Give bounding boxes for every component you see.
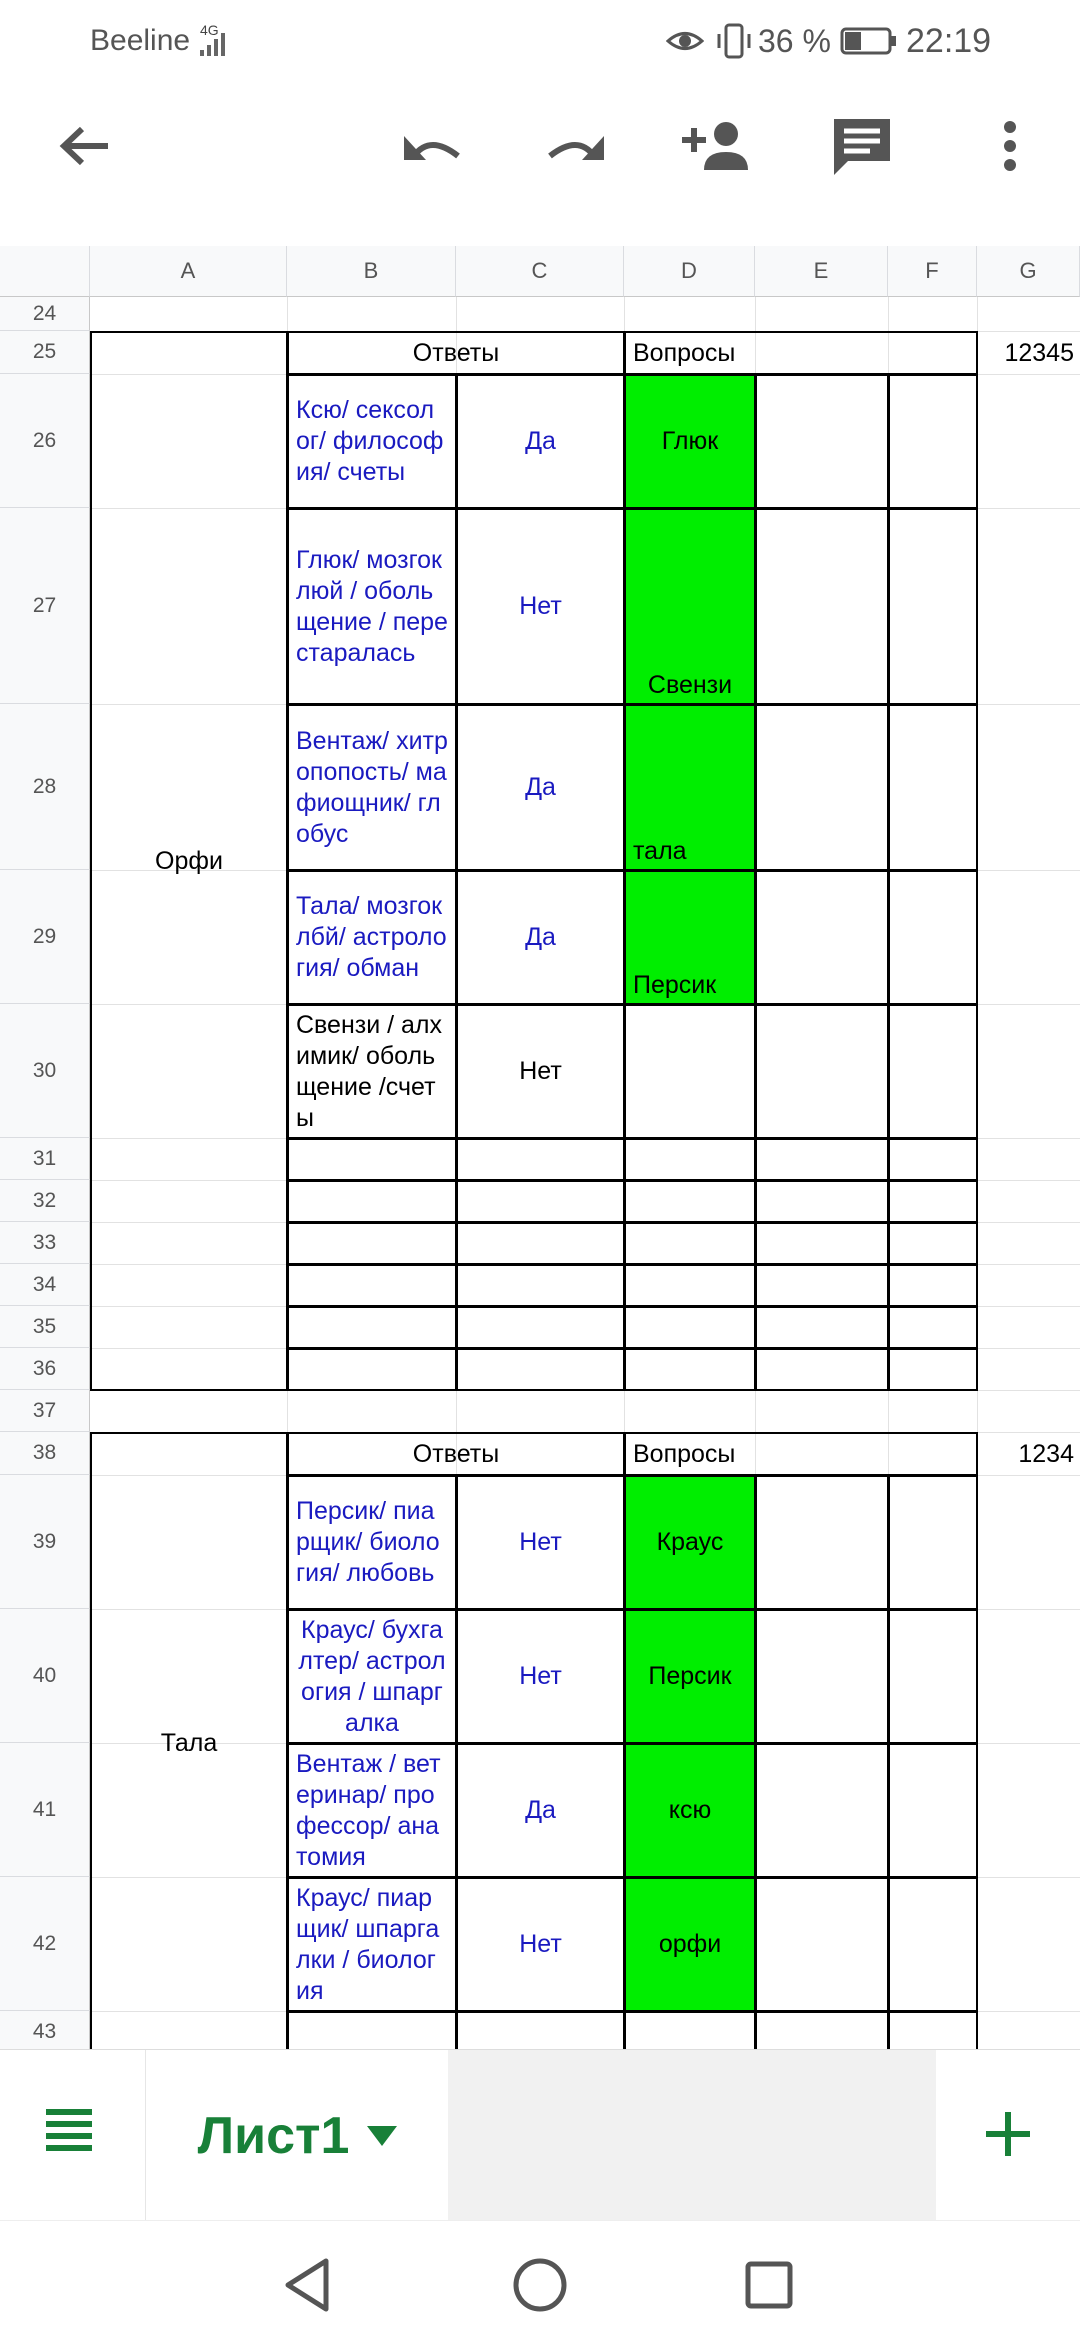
cell-b-block2-3[interactable] xyxy=(287,1877,457,2012)
empty-cell-block1[interactable] xyxy=(888,1264,978,1307)
empty-cell-block1[interactable] xyxy=(287,1264,457,1307)
block1-answers-header[interactable] xyxy=(287,331,625,375)
dropdown-triangle-icon[interactable] xyxy=(367,2126,397,2146)
row-header-35[interactable]: 35 xyxy=(0,1306,90,1348)
undo-icon[interactable] xyxy=(393,110,473,182)
redo-icon[interactable] xyxy=(535,110,615,182)
empty-cell-block1[interactable] xyxy=(624,1222,756,1265)
cell-d-block1-0[interactable] xyxy=(624,374,756,509)
cell-b-block2-1[interactable] xyxy=(287,1609,457,1744)
row-header-42[interactable]: 42 xyxy=(0,1877,90,2011)
cell-e-block1-4[interactable] xyxy=(755,1004,889,1139)
cell-c-block2-0[interactable] xyxy=(456,1475,625,1610)
cell-d-block2-3-text: орфи xyxy=(658,1930,722,1958)
cell-b-block1-1-text: Глюк/ мозгоклюй / обольщение / перестаралась xyxy=(296,545,448,667)
cell-b-block1-0-text: Ксю/ сексолог/ философия/ счеты xyxy=(296,396,444,486)
cell-b-block1-4[interactable] xyxy=(287,1004,457,1139)
block1-questions-header-text: Вопросы xyxy=(633,338,736,367)
empty-cell-block1[interactable] xyxy=(888,1222,978,1265)
cell-d-block1-3-text: Персик xyxy=(633,971,717,999)
sheet-tab-label: Лист1 xyxy=(197,2106,350,2165)
row-header-25[interactable]: 25 xyxy=(0,331,90,374)
battery-icon xyxy=(840,26,898,56)
empty-cell-block2[interactable] xyxy=(287,2011,457,2049)
row-header-33[interactable]: 33 xyxy=(0,1222,90,1264)
cell-c-block1-2[interactable] xyxy=(456,704,625,871)
block1-code-cell[interactable] xyxy=(977,331,1080,375)
cell-b-block1-3-text: Тала/ мозгоклбй/ астрология/ обман xyxy=(296,892,447,982)
empty-cell-block1[interactable] xyxy=(287,1222,457,1265)
cell-d-block1-3[interactable] xyxy=(624,870,756,1005)
sheets-list-icon[interactable] xyxy=(44,2108,94,2161)
cell-d-block2-0-text: Краус xyxy=(656,1528,724,1556)
cell-d-block1-1[interactable] xyxy=(624,508,756,705)
cell-d-block1-4[interactable] xyxy=(624,1004,756,1139)
comment-icon[interactable] xyxy=(822,110,902,182)
cell-f-block1-1[interactable] xyxy=(888,508,978,705)
empty-cell-block1[interactable] xyxy=(624,1138,756,1181)
network-type: 4G xyxy=(200,22,219,38)
block1-questions-header[interactable] xyxy=(624,331,978,375)
empty-cell-block2[interactable] xyxy=(755,2011,889,2049)
cell-b-block2-1-text: Краус/ бухгалтер/ астрология / шпаргалка xyxy=(298,1615,446,1737)
tab-bar-empty-area xyxy=(448,2050,936,2221)
empty-cell-block1[interactable] xyxy=(755,1348,889,1391)
cell-d-block1-1-text: Свензи xyxy=(647,671,733,699)
cell-b-block2-2[interactable] xyxy=(287,1743,457,1878)
empty-cell-block1[interactable] xyxy=(456,1264,625,1307)
empty-cell-block1[interactable] xyxy=(888,1348,978,1391)
row-header-31[interactable]: 31 xyxy=(0,1138,90,1180)
empty-cell-block1[interactable] xyxy=(456,1306,625,1349)
column-header-A[interactable]: A xyxy=(90,246,287,297)
row-header-28[interactable]: 28 xyxy=(0,704,90,870)
row-header-32[interactable]: 32 xyxy=(0,1180,90,1222)
add-sheet-icon[interactable] xyxy=(984,2110,1032,2163)
block1-code-cell-text: 12345 xyxy=(1004,338,1074,367)
empty-cell-block1[interactable] xyxy=(624,1348,756,1391)
empty-cell-block1[interactable] xyxy=(287,1138,457,1181)
cell-b-block1-2[interactable] xyxy=(287,704,457,871)
cell-c-block1-3-text: Да xyxy=(525,923,556,951)
row-header-40[interactable]: 40 xyxy=(0,1609,90,1743)
empty-cell-block1[interactable] xyxy=(755,1264,889,1307)
cell-c-block1-1-text: Нет xyxy=(519,592,562,620)
cell-d-block2-1-text: Персик xyxy=(648,1662,732,1690)
empty-cell-block1[interactable] xyxy=(755,1138,889,1181)
cell-c-block1-0[interactable] xyxy=(456,374,625,509)
sheet-tab-list1[interactable] xyxy=(145,2050,450,2221)
row-header-36[interactable]: 36 xyxy=(0,1348,90,1390)
cell-e-block2-2[interactable] xyxy=(755,1743,889,1878)
back-arrow-icon[interactable] xyxy=(44,110,124,182)
cell-b-block2-2-text: Вентаж / ветеринар/ профессор/ анатомия xyxy=(296,1749,441,1871)
nav-recents-icon[interactable] xyxy=(745,2261,793,2314)
cell-e-block1-2[interactable] xyxy=(755,704,889,871)
row-header-41[interactable]: 41 xyxy=(0,1743,90,1877)
block2-code-cell[interactable] xyxy=(977,1432,1080,1476)
cell-c-block2-3[interactable] xyxy=(456,1877,625,2012)
cell-e-block1-0[interactable] xyxy=(755,374,889,509)
row-header-39[interactable]: 39 xyxy=(0,1475,90,1609)
row-header-43[interactable]: 43 xyxy=(0,2011,90,2049)
cell-d-block2-2[interactable] xyxy=(624,1743,756,1878)
eye-comfort-icon xyxy=(666,24,704,58)
more-vert-icon[interactable] xyxy=(990,110,1030,182)
carrier-label: Beeline xyxy=(90,24,191,57)
empty-cell-block1[interactable] xyxy=(755,1222,889,1265)
block2-answers-header[interactable] xyxy=(287,1432,625,1476)
empty-cell-block1[interactable] xyxy=(456,1222,625,1265)
cell-c-block1-4[interactable] xyxy=(456,1004,625,1139)
cell-e-block1-3[interactable] xyxy=(755,870,889,1005)
cell-f-block2-1[interactable] xyxy=(888,1609,978,1744)
column-header-D[interactable]: D xyxy=(624,246,755,297)
cell-b-block1-0[interactable] xyxy=(287,374,457,509)
battery-percent: 36 % xyxy=(758,23,831,59)
cell-c-block1-0-text: Да xyxy=(525,427,556,455)
block2-name-cell-text: Тала xyxy=(160,1728,218,1757)
row-header-30[interactable]: 30 xyxy=(0,1004,90,1138)
cell-b-block1-3[interactable] xyxy=(287,870,457,1005)
cell-e-block1-1[interactable] xyxy=(755,508,889,705)
nav-home-icon[interactable] xyxy=(513,2258,567,2317)
cell-e-block2-1[interactable] xyxy=(755,1609,889,1744)
row-header-37[interactable]: 37 xyxy=(0,1390,90,1432)
cell-f-block2-3[interactable] xyxy=(888,1877,978,2012)
cell-d-block1-2-text: тала xyxy=(633,837,687,865)
cell-f-block2-0[interactable] xyxy=(888,1475,978,1610)
cell-b-block1-4-text: Свензи / алхимик/ обольщение /счеты xyxy=(296,1010,443,1132)
empty-cell-block2[interactable] xyxy=(888,2011,978,2049)
cell-b-block1-2-text: Вентаж/ хитропопость/ мафиощник/ глобус xyxy=(296,726,448,848)
block2-name-cell[interactable] xyxy=(90,1432,288,2049)
empty-cell-block1[interactable] xyxy=(456,1138,625,1181)
empty-cell-block1[interactable] xyxy=(287,1348,457,1391)
cell-c-block1-4-text: Нет xyxy=(519,1057,562,1085)
block1-name-cell[interactable] xyxy=(90,331,288,1391)
block1-answers-header-text: Ответы xyxy=(412,338,500,367)
block1-name-cell-text: Орфи xyxy=(155,846,223,875)
cell-e-block2-0[interactable] xyxy=(755,1475,889,1610)
sheet-tab-bar xyxy=(0,2049,1080,2220)
vibrate-icon xyxy=(716,22,752,60)
cell-b-block1-1[interactable] xyxy=(287,508,457,705)
empty-cell-block1[interactable] xyxy=(888,1180,978,1223)
add-person-icon[interactable] xyxy=(678,110,758,182)
row-header-24[interactable]: 24 xyxy=(0,297,90,331)
cell-f-block1-3[interactable] xyxy=(888,870,978,1005)
nav-back-icon[interactable] xyxy=(282,2257,332,2318)
cell-c-block1-1[interactable] xyxy=(456,508,625,705)
app-toolbar xyxy=(0,82,1080,246)
cell-c-block1-3[interactable] xyxy=(456,870,625,1005)
cell-b-block2-0[interactable] xyxy=(287,1475,457,1610)
cell-d-block2-1[interactable] xyxy=(624,1609,756,1744)
empty-cell-block1[interactable] xyxy=(287,1306,457,1349)
empty-cell-block1[interactable] xyxy=(456,1348,625,1391)
cell-c-block2-2[interactable] xyxy=(456,1743,625,1878)
block2-questions-header[interactable] xyxy=(624,1432,978,1476)
column-header-E[interactable]: E xyxy=(755,246,888,297)
cell-f-block1-4[interactable] xyxy=(888,1004,978,1139)
spreadsheet-grid[interactable] xyxy=(0,246,1080,2049)
empty-cell-block1[interactable] xyxy=(624,1306,756,1349)
select-all-corner[interactable] xyxy=(0,246,90,297)
empty-cell-block2[interactable] xyxy=(456,2011,625,2049)
row-header-38[interactable]: 38 xyxy=(0,1432,90,1475)
system-nav-bar xyxy=(0,2220,1080,2340)
column-header-G[interactable]: G xyxy=(977,246,1080,297)
empty-cell-block1[interactable] xyxy=(624,1180,756,1223)
block2-answers-header-text: Ответы xyxy=(412,1439,500,1468)
cell-e-block2-3[interactable] xyxy=(755,1877,889,2012)
column-header-C[interactable]: C xyxy=(456,246,624,297)
cell-c-block2-0-text: Нет xyxy=(519,1528,562,1556)
cell-d-block1-0-text: Глюк xyxy=(661,427,719,455)
cell-b-block2-3-text: Краус/ пиарщик/ шпаргалки / биология xyxy=(296,1883,440,2005)
cell-c-block2-1[interactable] xyxy=(456,1609,625,1744)
empty-cell-block2[interactable] xyxy=(624,2011,756,2049)
cell-c-block1-2-text: Да xyxy=(525,773,556,801)
status-bar xyxy=(0,0,1080,82)
row-header-26[interactable]: 26 xyxy=(0,374,90,508)
empty-cell-block1[interactable] xyxy=(755,1306,889,1349)
cell-d-block2-2-text: ксю xyxy=(668,1796,712,1824)
cell-c-block2-3-text: Нет xyxy=(519,1930,562,1958)
column-header-B[interactable]: B xyxy=(287,246,456,297)
row-header-34[interactable]: 34 xyxy=(0,1264,90,1306)
empty-cell-block1[interactable] xyxy=(624,1264,756,1307)
column-header-F[interactable]: F xyxy=(888,246,977,297)
cell-c-block2-2-text: Да xyxy=(525,1796,556,1824)
empty-cell-block1[interactable] xyxy=(888,1138,978,1181)
empty-cell-block1[interactable] xyxy=(755,1180,889,1223)
signal-icon xyxy=(200,30,234,56)
cell-d-block1-2[interactable] xyxy=(624,704,756,871)
cell-d-block2-3[interactable] xyxy=(624,1877,756,2012)
empty-cell-block1[interactable] xyxy=(456,1180,625,1223)
clock: 22:19 xyxy=(906,22,992,60)
block2-questions-header-text: Вопросы xyxy=(633,1439,736,1468)
cell-f-block1-0[interactable] xyxy=(888,374,978,509)
cell-b-block2-0-text: Персик/ пиарщик/ биология/ любовь xyxy=(296,1497,440,1587)
cell-f-block1-2[interactable] xyxy=(888,704,978,871)
block2-code-cell-text: 1234 xyxy=(1018,1439,1074,1468)
row-header-29[interactable]: 29 xyxy=(0,870,90,1004)
empty-cell-block1[interactable] xyxy=(287,1180,457,1223)
row-header-27[interactable]: 27 xyxy=(0,508,90,704)
cell-f-block2-2[interactable] xyxy=(888,1743,978,1878)
cell-d-block2-0[interactable] xyxy=(624,1475,756,1610)
cell-c-block2-1-text: Нет xyxy=(519,1662,562,1690)
empty-cell-block1[interactable] xyxy=(888,1306,978,1349)
